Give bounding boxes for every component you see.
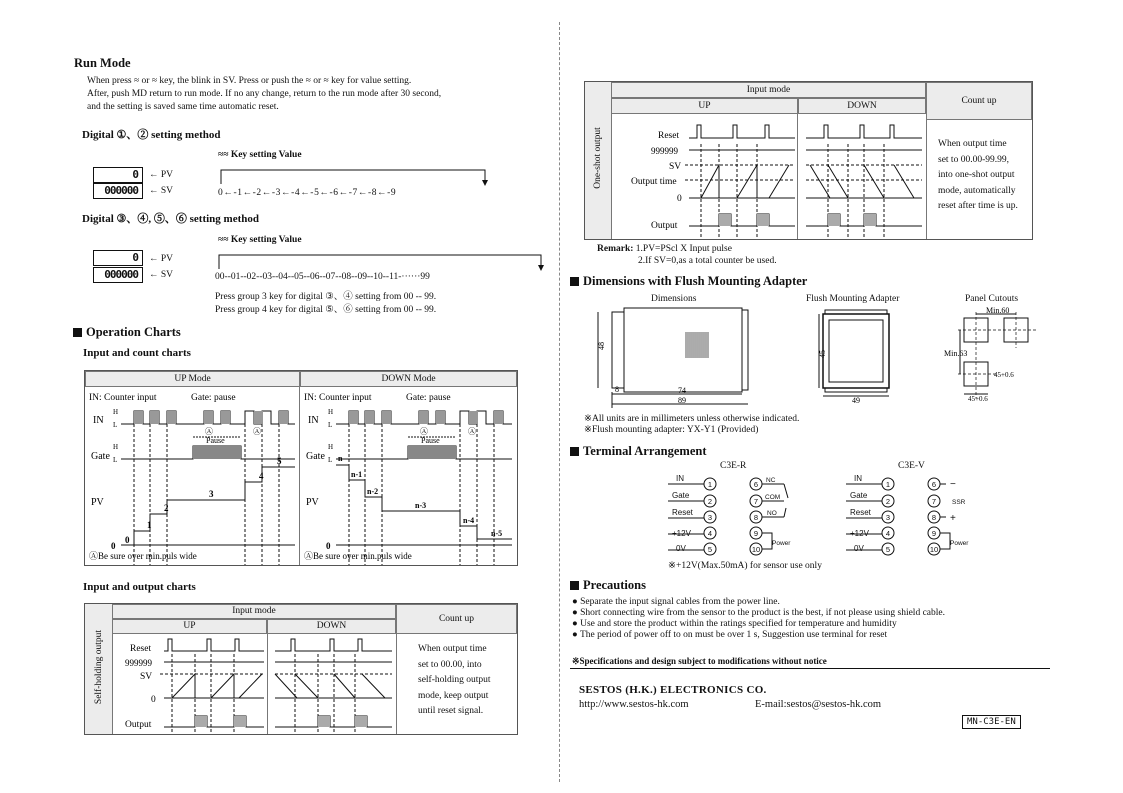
digital3456-note1: Press group 3 key for digital ③、④ setting from 00 -- 99.: [215, 292, 437, 302]
dim-note1: ※All units are in millimeters unless otherwise indicated.: [584, 414, 800, 424]
precautions-list: [572, 597, 945, 641]
r-num-4: 4: [707, 529, 713, 538]
v-num-7: 7: [931, 497, 937, 506]
r-num-10: 10: [751, 545, 761, 554]
key-icon-2: ≈≈: [218, 235, 231, 245]
v-num-4: 4: [885, 529, 891, 538]
up-a-mark-2: Ⓐ: [253, 427, 261, 436]
os-reset-label: Reset: [658, 131, 680, 141]
r-label-0v: 0V: [676, 544, 686, 553]
digital12-sequence: 0←-1←-2←-3←-4←-5←-6←-7←-8←-9: [218, 188, 397, 198]
sh-up-header: UP: [112, 619, 267, 634]
self-holding-side-label: Self-holding output: [94, 629, 104, 705]
terminal-v-diagram: [846, 472, 986, 560]
pv-label-2: PV: [160, 254, 174, 264]
sh-sv-label: SV: [140, 672, 153, 682]
up-gate-pause-text: Gate: pause: [191, 393, 236, 403]
down-pv-label: PV: [306, 497, 319, 508]
flush-h45: 45: [818, 350, 827, 358]
sh-down-header: DOWN: [267, 619, 396, 634]
down-step-n3: n-3: [415, 501, 427, 510]
up-step-1: 1: [147, 520, 152, 530]
down-gate-l: L: [328, 456, 333, 464]
key-setting-label: [218, 150, 302, 160]
precautions-title-text: Precautions: [583, 578, 646, 592]
page-divider: [559, 22, 560, 782]
remark-line2: 2.If SV=0,as a total counter be used.: [638, 256, 777, 266]
operation-charts-text: Operation Charts: [86, 325, 181, 339]
digital12-title: Digital ①、② setting method: [82, 129, 221, 141]
sv-value: 000000: [104, 184, 138, 197]
down-pause-label: Pause: [421, 436, 440, 445]
down-in-counter-text: IN: Counter input: [304, 393, 372, 403]
down-step-n4: n-4: [463, 516, 475, 525]
run-mode-title: Run Mode: [74, 56, 131, 70]
terminal-v-title: C3E-V: [898, 461, 925, 471]
flush-adapter-drawing: [815, 308, 895, 404]
sv-label: SV: [160, 186, 174, 196]
down-axis-zero: 0: [326, 541, 331, 551]
v-num-9: 9: [931, 529, 937, 538]
v-num-6: 6: [931, 480, 937, 489]
digital3456-bracket: [213, 249, 548, 271]
r-label-nc: NC: [766, 477, 776, 484]
up-pv-label: PV: [91, 497, 104, 508]
digital12-bracket: [215, 164, 490, 186]
os-count-up-header: Count up: [926, 82, 1032, 120]
precaution-item-1: ● Separate the input signal cables from the power line.: [572, 597, 780, 607]
v-label-ssr: SSR: [952, 499, 966, 506]
down-gate-label: Gate: [306, 451, 325, 462]
v-num-2: 2: [885, 497, 891, 506]
pv-arrow-label-2: ← PV: [149, 254, 174, 264]
panel-min60: Min.60: [986, 306, 1010, 315]
key-icon: ≈≈: [218, 150, 231, 160]
r-num-6: 6: [753, 480, 759, 489]
down-a-mark-1: Ⓐ: [420, 427, 428, 436]
operation-charts-title: [73, 325, 181, 340]
up-step-4: 4: [259, 471, 264, 481]
os-zero-label: 0: [677, 194, 682, 204]
sh-divider: [396, 634, 397, 734]
digital3456-title: Digital ③、④, ⑤、⑥ setting method: [82, 213, 259, 225]
sv-value-2: 000000: [104, 268, 138, 281]
os-input-mode-header: Input mode: [611, 82, 926, 98]
self-holding-chart: [84, 603, 518, 735]
dim-d74: 74: [678, 386, 686, 395]
v-num-8: 8: [931, 513, 937, 522]
pv-arrow-label: ← PV: [149, 170, 174, 180]
sh-max-label: 999999: [125, 658, 152, 668]
panel-min63: Min.63: [944, 349, 968, 358]
up-mode-header: UP Mode: [85, 371, 300, 387]
spec-rule: [570, 668, 1050, 669]
flush-label: Flush Mounting Adapter: [806, 294, 900, 304]
r-num-5: 5: [707, 545, 713, 554]
sv-display-2: [93, 267, 143, 283]
up-in-counter-text: IN: Counter input: [89, 393, 157, 403]
down-a-mark-2: Ⓐ: [468, 427, 476, 436]
r-num-2: 2: [707, 497, 713, 506]
os-desc: [938, 137, 1018, 215]
r-label-12v: +12V: [672, 529, 691, 538]
v-label-plus: +: [950, 513, 956, 524]
down-step-n1: n-1: [351, 470, 363, 479]
sv-label-2: SV: [160, 270, 174, 280]
v-label-gate: Gate: [850, 491, 868, 500]
sh-desc-line5: until reset signal.: [418, 706, 484, 716]
up-step-3: 3: [209, 489, 214, 499]
sh-desc-line3: self-holding output: [418, 675, 491, 685]
sh-desc-line2: set to 00.00, into: [418, 659, 482, 670]
section-square-icon: [73, 328, 82, 337]
r-label-com: COM: [765, 494, 781, 501]
v-label-in: IN: [854, 474, 862, 483]
sh-desc-line4: mode, keep output: [418, 690, 489, 701]
os-down-timing: [798, 114, 926, 239]
up-axis-zero: 0: [111, 541, 116, 551]
os-up-timing: [611, 114, 797, 239]
r-label-power: Power: [772, 540, 791, 547]
os-output-time-label: Output time: [631, 177, 677, 187]
up-step-5: 5: [277, 456, 282, 466]
panel-cutouts-drawing: [940, 304, 1040, 402]
os-desc-line2: set to 00.00-99.99,: [938, 154, 1009, 165]
company-url[interactable]: http://www.sestos-hk.com: [579, 699, 689, 710]
input-count-chart: [84, 370, 518, 566]
r-num-8: 8: [753, 513, 759, 522]
key-setting-text-2: Key setting Value: [230, 235, 302, 245]
dimensions-drawing: [588, 304, 758, 410]
up-pause-label: Pause: [206, 436, 225, 445]
up-step-2: 2: [164, 503, 169, 513]
down-gate-h: H: [328, 443, 334, 451]
terminal-r-title: C3E-R: [720, 461, 747, 471]
panel-cut45b: 45+0.6: [968, 395, 988, 402]
sh-up-timing: [112, 634, 267, 734]
terminal-title: [570, 444, 706, 459]
terminal-note: ※+12V(Max.50mA) for sensor use only: [668, 561, 822, 571]
pv-value: 0: [132, 168, 138, 181]
r-num-9: 9: [753, 529, 759, 538]
down-in-l: L: [328, 421, 333, 429]
pv-label: PV: [160, 170, 174, 180]
os-max-label: 999999: [651, 146, 678, 156]
down-mode-timing: [300, 387, 517, 565]
v-label-power: Power: [950, 540, 969, 547]
sv-display: [93, 183, 143, 199]
remark-line1: 1.PV=PScl X Input pulse: [635, 244, 732, 254]
r-num-1: 1: [707, 480, 713, 489]
flush-w49: 49: [852, 396, 860, 404]
precaution-item-4: ● The period of power off to on must be over 1 s, Suggestion use terminal for reset: [572, 630, 888, 640]
doc-code: MN-C3E-EN: [962, 715, 1021, 729]
up-gate-l: L: [113, 456, 118, 464]
down-in-label: IN: [308, 415, 319, 426]
os-desc-line1: When output time: [938, 139, 1007, 149]
os-up-header: UP: [611, 98, 798, 114]
precaution-item-3: ● Use and store the product within the ratings specified for temperature and humidity: [572, 619, 897, 629]
dim-d8: 8: [615, 385, 619, 394]
v-num-10: 10: [929, 545, 939, 554]
dim-note2: ※Flush mounting adapter: YX-Y1 (Provided): [584, 425, 759, 435]
sh-desc: [418, 642, 491, 720]
section-square-icon-3: [570, 447, 579, 456]
sh-zero-label: 0: [151, 695, 156, 705]
panel-label: Panel Cutouts: [965, 294, 1019, 304]
terminal-r-diagram: [668, 472, 808, 560]
r-label-gate: Gate: [672, 491, 690, 500]
sh-output-label: Output: [125, 720, 152, 730]
os-desc-line4: mode, automatically: [938, 185, 1016, 196]
section-square-icon-4: [570, 581, 579, 590]
key-setting-label-2: [218, 235, 302, 245]
down-step-n2: n-2: [367, 487, 379, 496]
os-output-label: Output: [651, 221, 678, 231]
pv-display: [93, 167, 143, 183]
r-num-3: 3: [707, 513, 713, 522]
panel-cut45: 45+0.6: [994, 371, 1014, 379]
terminal-title-text: Terminal Arrangement: [583, 444, 707, 458]
section-square-icon-2: [570, 277, 579, 286]
sh-reset-label: Reset: [130, 644, 152, 654]
spec-note: ※Specifications and design subject to modifications without notice: [572, 656, 827, 666]
precaution-item-2: ● Short connecting wire from the sensor to the product is the best, if not please using shield cable.: [572, 608, 945, 618]
remark-label: Remark:: [597, 244, 634, 254]
r-label-reset: Reset: [672, 508, 693, 517]
one-shot-chart: [584, 81, 1033, 240]
run-mode-line2: After, push MD return to run mode. If no any change, return to the run mode after 30 second,: [87, 89, 442, 99]
down-step-n5: n-5: [491, 529, 503, 538]
sh-input-mode-header: Input mode: [112, 604, 396, 619]
os-desc-line3: into one-shot output: [938, 170, 1015, 180]
os-sv-label: SV: [669, 162, 682, 172]
os-down-header: DOWN: [798, 98, 926, 114]
run-mode-line1: When press ≈ or ≈ key, the blink in SV. Press or push the ≈ or ≈ key for value setting.: [87, 76, 412, 86]
dimensions-title: [570, 274, 807, 289]
down-step-n: n: [338, 454, 343, 463]
down-gate-pause-text: Gate: pause: [406, 393, 451, 403]
r-label-no: NO: [767, 510, 777, 517]
key-setting-text: Key setting Value: [230, 150, 302, 160]
up-in-l: L: [113, 421, 118, 429]
precautions-title: [570, 578, 646, 593]
run-mode-line3: and the setting is saved same time automatic reset.: [87, 102, 279, 112]
dimensions-label: Dimensions: [651, 294, 697, 304]
r-num-7: 7: [753, 497, 759, 506]
up-gate-label: Gate: [91, 451, 110, 462]
dim-h48: 48: [597, 342, 606, 350]
pv-display-2: [93, 250, 143, 266]
down-note: ⒶBe sure over min.puls wide: [304, 551, 412, 561]
v-label-minus: −: [950, 479, 956, 490]
up-step-0: 0: [125, 535, 130, 545]
v-num-5: 5: [885, 545, 891, 554]
up-in-label: IN: [93, 415, 104, 426]
up-a-mark-1: Ⓐ: [205, 427, 213, 436]
dimensions-title-text: Dimensions with Flush Mounting Adapter: [583, 274, 808, 288]
digital3456-sequence: 00--01--02--03--04--05--06--07--08--09--10--11-······99: [215, 272, 430, 282]
dim-d89: 89: [678, 396, 686, 405]
sv-arrow-label-2: ← SV: [149, 270, 174, 280]
r-label-in: IN: [676, 474, 684, 483]
sv-arrow-label: ← SV: [149, 186, 174, 196]
input-output-title: Input and output charts: [83, 581, 196, 593]
up-note: ⒶBe sure over min.puls wide: [89, 551, 197, 561]
pv-value-2: 0: [132, 251, 138, 264]
sh-desc-line1: When output time: [418, 644, 487, 654]
up-in-h: H: [113, 408, 119, 416]
up-mode-timing: [85, 387, 299, 565]
v-num-1: 1: [885, 480, 891, 489]
one-shot-side-label: One-shot output: [593, 127, 603, 189]
digital3456-note2: Press group 4 key for digital ⑤、⑥ setting from 00 -- 99.: [215, 305, 437, 315]
os-desc-line5: reset after time is up.: [938, 201, 1018, 211]
company-name: SESTOS (H.K.) ELECTRONICS CO.: [579, 684, 767, 696]
up-gate-h: H: [113, 443, 119, 451]
down-mode-header: DOWN Mode: [300, 371, 517, 387]
remark-line2-wrap: [638, 256, 777, 268]
input-count-title: Input and count charts: [83, 347, 191, 359]
v-label-12v: +12V: [850, 529, 869, 538]
v-label-reset: Reset: [850, 508, 871, 517]
down-in-h: H: [328, 408, 334, 416]
v-num-3: 3: [885, 513, 891, 522]
company-email[interactable]: E-mail:sestos@sestos-hk.com: [755, 699, 882, 710]
remark: [597, 244, 732, 256]
v-label-0v: 0V: [854, 544, 864, 553]
sh-count-up-header: Count up: [396, 604, 517, 634]
sh-down-timing: [267, 634, 396, 734]
os-divider: [926, 120, 927, 239]
